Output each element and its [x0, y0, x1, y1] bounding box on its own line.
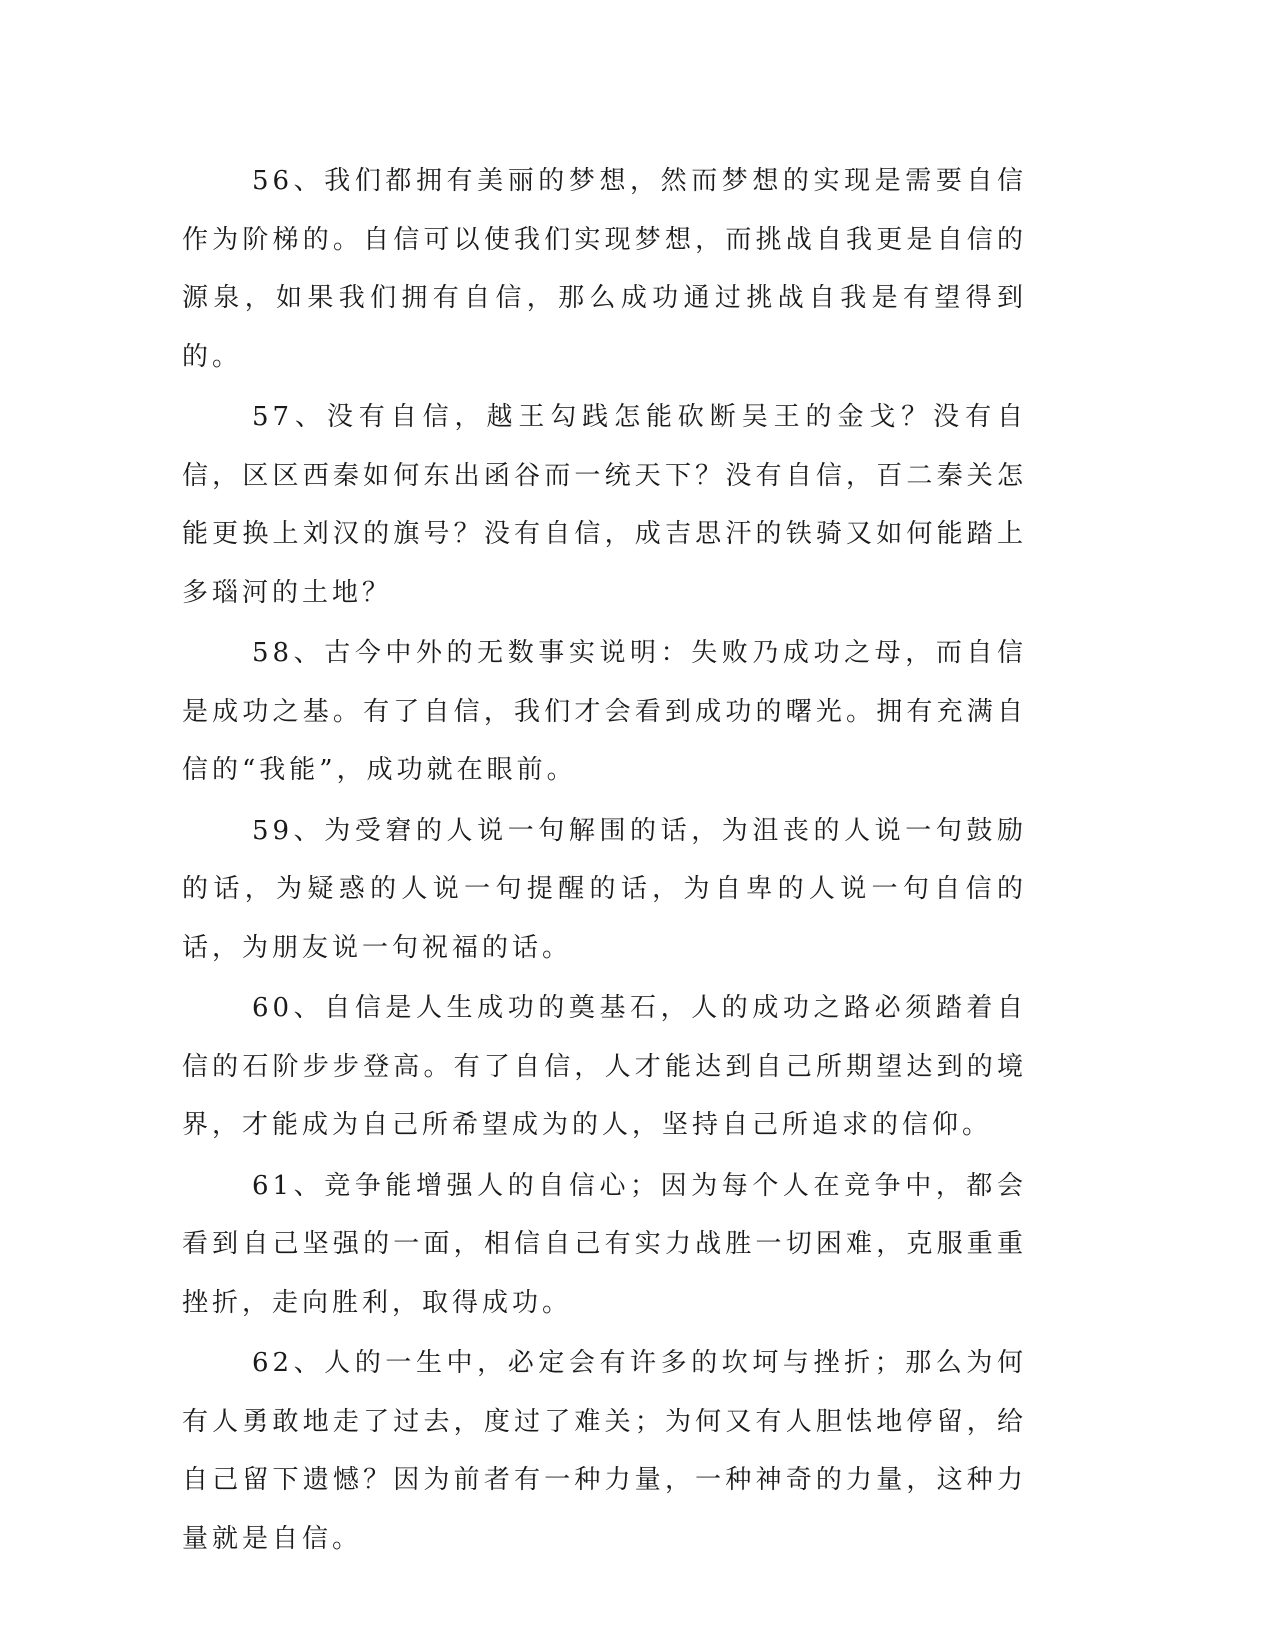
paragraph-57: 57、没有自信，越王勾践怎能砍断吴王的金戈？没有自信，区区西秦如何东出函谷而一统天下？没有自信，百二秦关怎能更换上刘汉的旗号？没有自信，成吉思汗的铁骑又如何能踏上多瑙河的土地？ — [182, 402, 1027, 608]
document-body — [182, 152, 1027, 1570]
paragraph-58: 58、古今中外的无数事实说明：失败乃成功之母，而自信是成功之基。有了自信，我们才会看到成功的曙光。拥有充满自信的“我能”，成功就在眼前。 — [182, 638, 1027, 785]
paragraph-56: 56、我们都拥有美丽的梦想，然而梦想的实现是需要自信作为阶梯的。自信可以使我们实现梦想，而挑战自我更是自信的源泉，如果我们拥有自信，那么成功通过挑战自我是有望得到的。 — [182, 166, 1027, 372]
paragraph-60: 60、自信是人生成功的奠基石，人的成功之路必须踏着自信的石阶步步登高。有了自信，人才能达到自己所期望达到的境界，才能成为自己所希望成为的人，坚持自己所追求的信仰。 — [182, 993, 1027, 1140]
paragraph-59: 59、为受窘的人说一句解围的话，为沮丧的人说一句鼓励的话，为疑惑的人说一句提醒的话，为自卑的人说一句自信的话，为朋友说一句祝福的话。 — [182, 815, 1027, 963]
paragraph-61: 61、竞争能增强人的自信心；因为每个人在竞争中，都会看到自己坚强的一面，相信自己有实力战胜一切困难，克服重重挫折，走向胜利，取得成功。 — [182, 1170, 1027, 1318]
paragraph-62: 62、人的一生中，必定会有许多的坎坷与挫折；那么为何有人勇敢地走了过去，度过了难关；为何又有人胆怯地停留，给自己留下遗憾？因为前者有一种力量，一种神奇的力量，这种力量就是自信。 — [182, 1348, 1027, 1554]
